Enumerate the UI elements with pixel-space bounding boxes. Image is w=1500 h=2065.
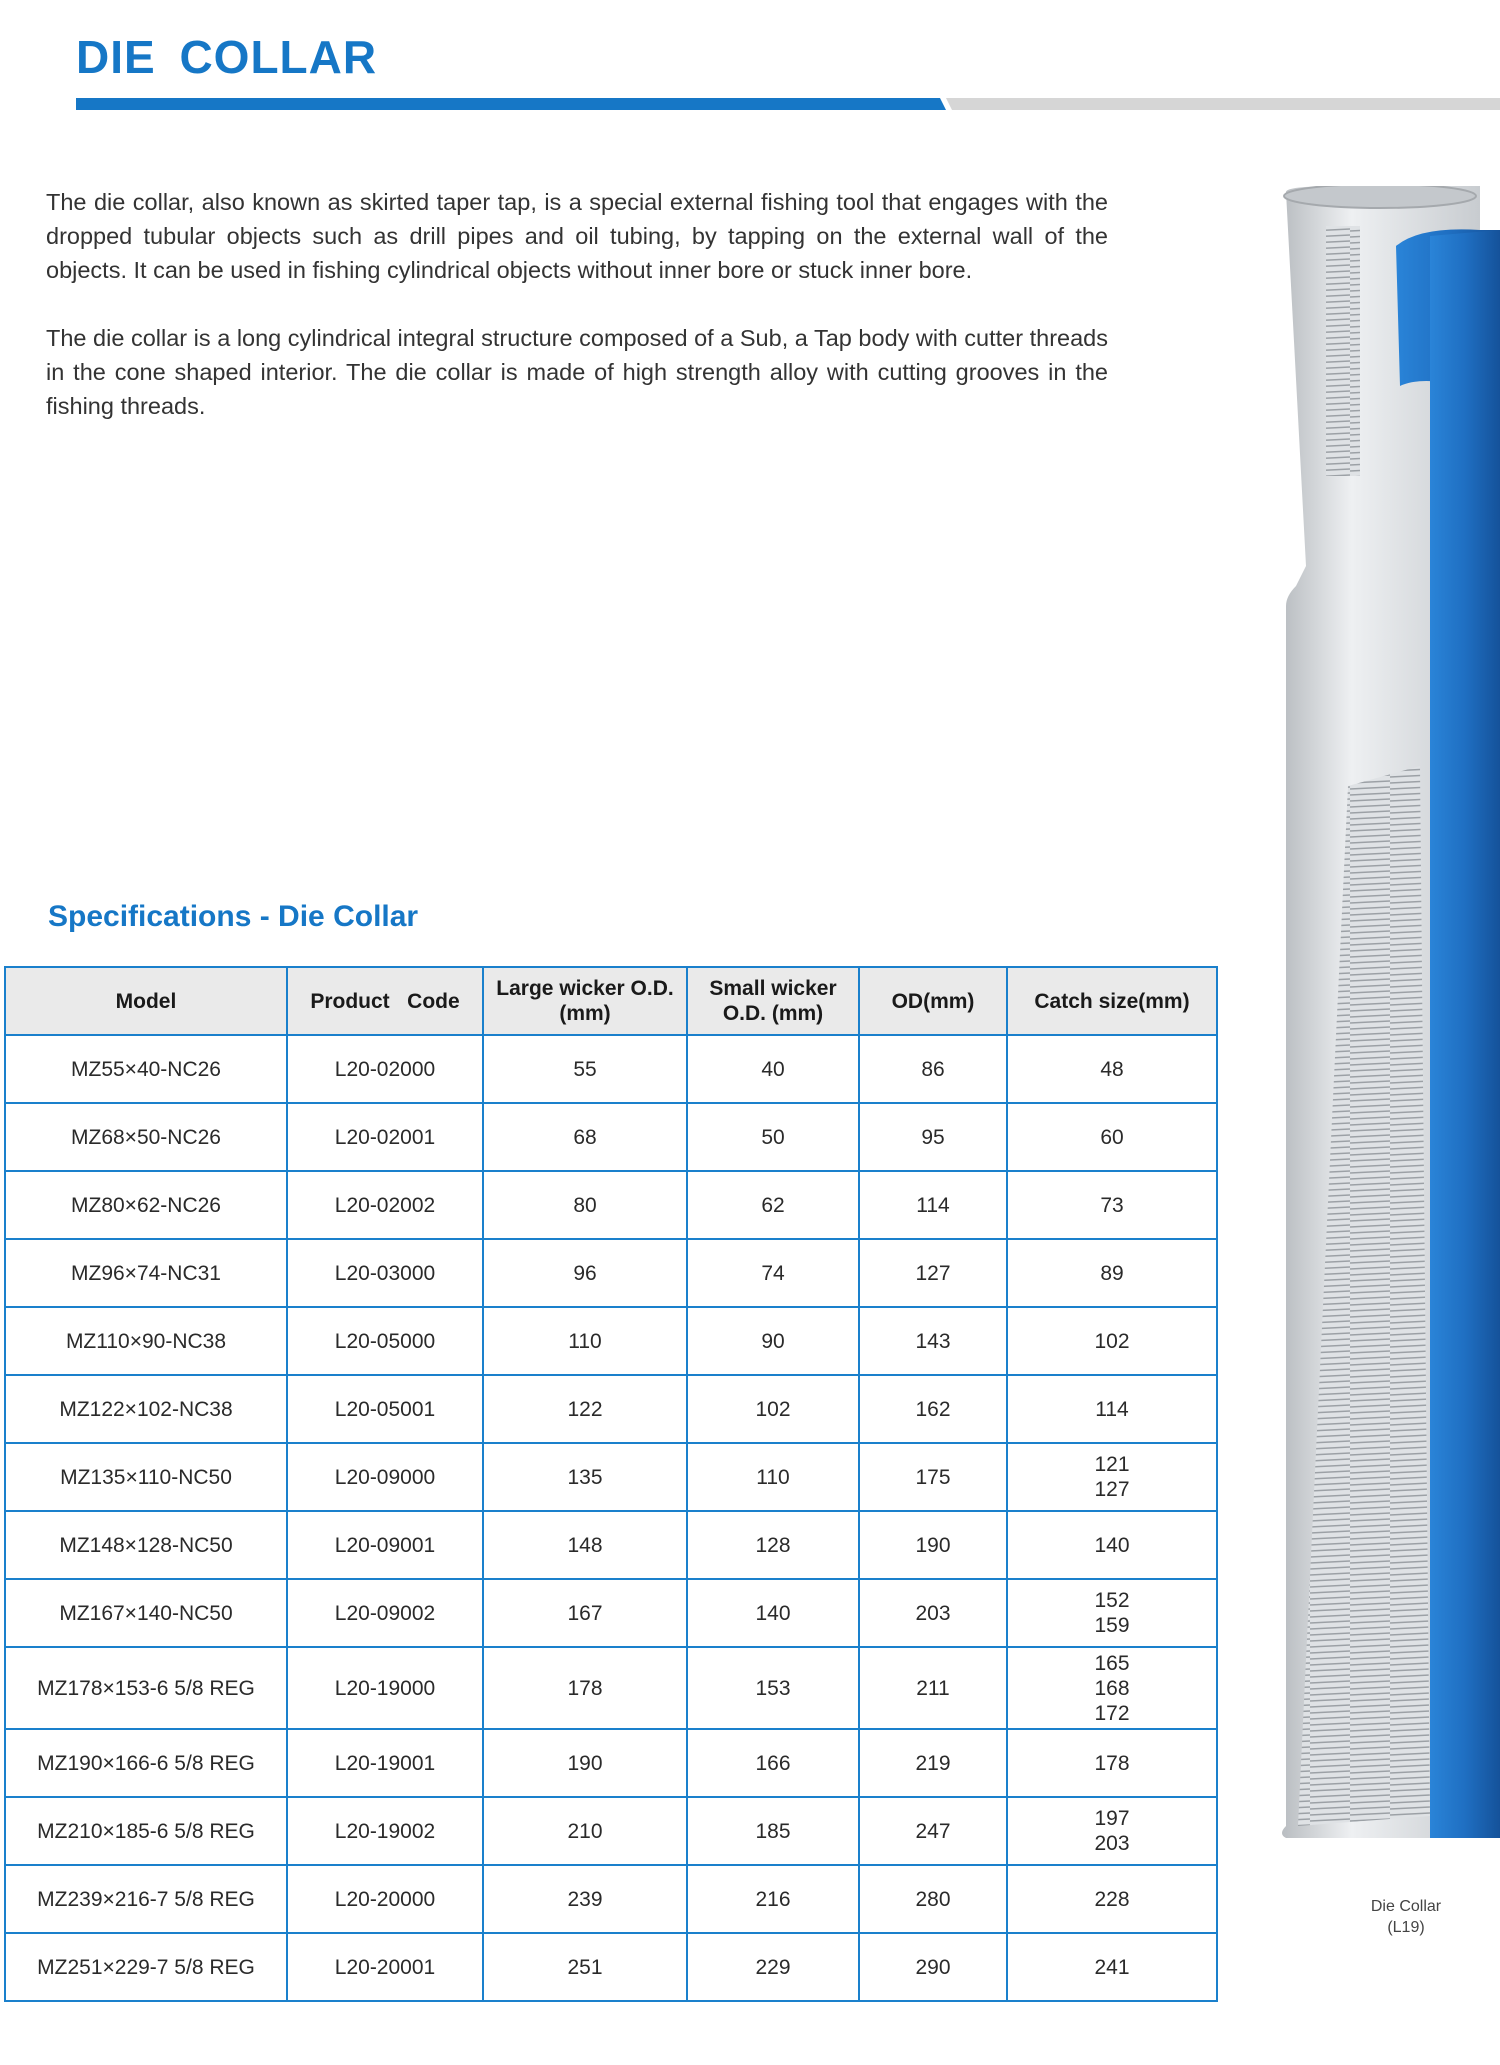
cell-large-wicker: 210 [483,1797,687,1865]
cell-model: MZ122×102-NC38 [5,1375,287,1443]
catch-size-value: 102 [1094,1329,1130,1353]
cell-large-wicker: 148 [483,1511,687,1579]
cell-small-wicker: 110 [687,1443,859,1511]
table-row [5,1239,1217,1307]
cell-small-wicker: 229 [687,1933,859,2001]
figure-caption-code: (L19) [1387,1919,1425,1936]
cell-small-wicker: 153 [687,1647,859,1729]
cell-catch-size [1007,1035,1217,1103]
cell-model: MZ148×128-NC50 [5,1511,287,1579]
cell-product-code: L20-20000 [287,1865,483,1933]
catch-size-value: 172 [1094,1701,1130,1725]
catch-size-value: 241 [1094,1955,1130,1979]
cell-od: 162 [859,1375,1007,1443]
cell-small-wicker: 62 [687,1171,859,1239]
catch-size-value: 197 [1094,1807,1130,1830]
cell-model: MZ96×74-NC31 [5,1239,287,1307]
table-row [5,1103,1217,1171]
cell-product-code: L20-19002 [287,1797,483,1865]
cell-product-code: L20-03000 [287,1239,483,1307]
cell-large-wicker: 96 [483,1239,687,1307]
cell-od: 211 [859,1647,1007,1729]
cell-model: MZ190×166-6 5/8 REG [5,1729,287,1797]
cell-product-code: L20-02002 [287,1171,483,1239]
cell-catch-size [1007,1171,1217,1239]
figure-caption [1326,1896,1486,1938]
cell-catch-size [1007,1797,1217,1865]
tool-upper-thread [1326,226,1360,476]
catch-size-value: 114 [1095,1397,1129,1421]
cell-product-code: L20-05001 [287,1375,483,1443]
cell-product-code: L20-02000 [287,1035,483,1103]
figure-caption-title: Die Collar [1370,1898,1442,1915]
cell-small-wicker: 90 [687,1307,859,1375]
cell-product-code: L20-19000 [287,1647,483,1729]
cell-large-wicker: 251 [483,1933,687,2001]
cell-catch-size [1007,1307,1217,1375]
title-rule [0,92,1500,112]
cell-large-wicker: 55 [483,1035,687,1103]
title-rule-blue [76,98,946,110]
cell-small-wicker: 140 [687,1579,859,1647]
cell-small-wicker: 102 [687,1375,859,1443]
catch-size-value: 140 [1094,1533,1130,1557]
cell-od: 219 [859,1729,1007,1797]
cell-model: MZ251×229-7 5/8 REG [5,1933,287,2001]
table-row [5,1865,1217,1933]
catch-size-value: 203 [1094,1832,1130,1855]
spec-table [4,966,1218,2002]
cell-model: MZ110×90-NC38 [5,1307,287,1375]
catch-size-value: 165 [1094,1651,1130,1675]
table-row [5,1933,1217,2001]
tool-top-opening [1284,186,1476,208]
cell-catch-size [1007,1729,1217,1797]
die-collar-illustration [1270,186,1500,1838]
cell-large-wicker: 190 [483,1729,687,1797]
cell-od: 127 [859,1239,1007,1307]
cell-large-wicker: 110 [483,1307,687,1375]
cell-small-wicker: 40 [687,1035,859,1103]
cell-catch-size [1007,1579,1217,1647]
table-body [5,1035,1217,2001]
cell-model: MZ80×62-NC26 [5,1171,287,1239]
cell-small-wicker: 50 [687,1103,859,1171]
table-row [5,1729,1217,1797]
cell-product-code: L20-20001 [287,1933,483,2001]
cell-product-code: L20-09002 [287,1579,483,1647]
cell-catch-size [1007,1511,1217,1579]
cell-od: 290 [859,1933,1007,2001]
cell-od: 280 [859,1865,1007,1933]
cell-od: 203 [859,1579,1007,1647]
cell-od: 175 [859,1443,1007,1511]
cell-small-wicker: 185 [687,1797,859,1865]
catch-size-value: 178 [1094,1751,1130,1775]
cell-large-wicker: 68 [483,1103,687,1171]
column-header-large-wicker: Large wicker O.D. (mm) [483,967,687,1035]
cell-product-code: L20-09000 [287,1443,483,1511]
cell-catch-size [1007,1375,1217,1443]
cell-catch-size [1007,1647,1217,1729]
column-header-model: Model [5,967,287,1035]
catch-size-value: 89 [1100,1261,1124,1285]
catch-size-value: 127 [1094,1478,1130,1501]
catch-size-value: 152 [1094,1589,1130,1612]
cell-od: 114 [859,1171,1007,1239]
table-row [5,1035,1217,1103]
cell-catch-size [1007,1103,1217,1171]
cell-product-code: L20-02001 [287,1103,483,1171]
tool-blue-side [1430,230,1500,1838]
intro-paragraph-1: The die collar, also known as skirted taper tap, is a special external fishing tool that engages with the dropped tubular objects such as drill pipes and oil tubing, by tapping on the external wall of the objects. It can be used in fishing cylindrical objects without inner bore or stuck inner bore. [46,189,1108,283]
cell-model: MZ135×110-NC50 [5,1443,287,1511]
cell-od: 86 [859,1035,1007,1103]
cell-model: MZ178×153-6 5/8 REG [5,1647,287,1729]
cell-catch-size [1007,1443,1217,1511]
spec-heading: Specifications - Die Collar [48,900,419,933]
table-row [5,1647,1217,1729]
catch-size-value: 121 [1094,1453,1130,1476]
cell-catch-size [1007,1933,1217,2001]
cell-small-wicker: 74 [687,1239,859,1307]
catch-size-value: 159 [1094,1614,1130,1637]
cell-od: 247 [859,1797,1007,1865]
page-title: DIE COLLAR [76,31,378,83]
column-header-catch-size: Catch size(mm) [1007,967,1217,1035]
cell-model: MZ167×140-NC50 [5,1579,287,1647]
cell-small-wicker: 216 [687,1865,859,1933]
catch-size-value: 228 [1094,1887,1130,1911]
catch-size-value: 73 [1100,1193,1124,1217]
column-header-small-wicker: Small wicker O.D. (mm) [687,967,859,1035]
cell-od: 143 [859,1307,1007,1375]
cell-catch-size [1007,1239,1217,1307]
cell-large-wicker: 135 [483,1443,687,1511]
intro-paragraph-2: The die collar is a long cylindrical integral structure composed of a Sub, a Tap body with cutter threads in the cone shaped interior. The die collar is made of high strength alloy with cutting grooves in the fishing threads. [46,325,1108,419]
cell-large-wicker: 80 [483,1171,687,1239]
cell-large-wicker: 122 [483,1375,687,1443]
cell-large-wicker: 167 [483,1579,687,1647]
table-row [5,1307,1217,1375]
table-header-row [5,967,1217,1035]
cell-catch-size [1007,1865,1217,1933]
table-row [5,1375,1217,1443]
column-header-product-code: Product Code [287,967,483,1035]
table-row [5,1797,1217,1865]
cell-od: 190 [859,1511,1007,1579]
table-row [5,1511,1217,1579]
cell-model: MZ55×40-NC26 [5,1035,287,1103]
table-row [5,1579,1217,1647]
catch-size-value: 60 [1100,1125,1124,1149]
column-header-od: OD(mm) [859,967,1007,1035]
cell-model: MZ239×216-7 5/8 REG [5,1865,287,1933]
table-row [5,1443,1217,1511]
cell-od: 95 [859,1103,1007,1171]
cell-product-code: L20-09001 [287,1511,483,1579]
cell-model: MZ68×50-NC26 [5,1103,287,1171]
cell-model: MZ210×185-6 5/8 REG [5,1797,287,1865]
cell-product-code: L20-19001 [287,1729,483,1797]
cell-product-code: L20-05000 [287,1307,483,1375]
catch-size-value: 168 [1094,1676,1130,1700]
catch-size-value: 48 [1100,1057,1124,1081]
cell-large-wicker: 239 [483,1865,687,1933]
cell-small-wicker: 128 [687,1511,859,1579]
intro-text [46,185,1108,457]
cell-small-wicker: 166 [687,1729,859,1797]
title-rule-gray [946,98,1500,110]
cell-large-wicker: 178 [483,1647,687,1729]
table-row [5,1171,1217,1239]
